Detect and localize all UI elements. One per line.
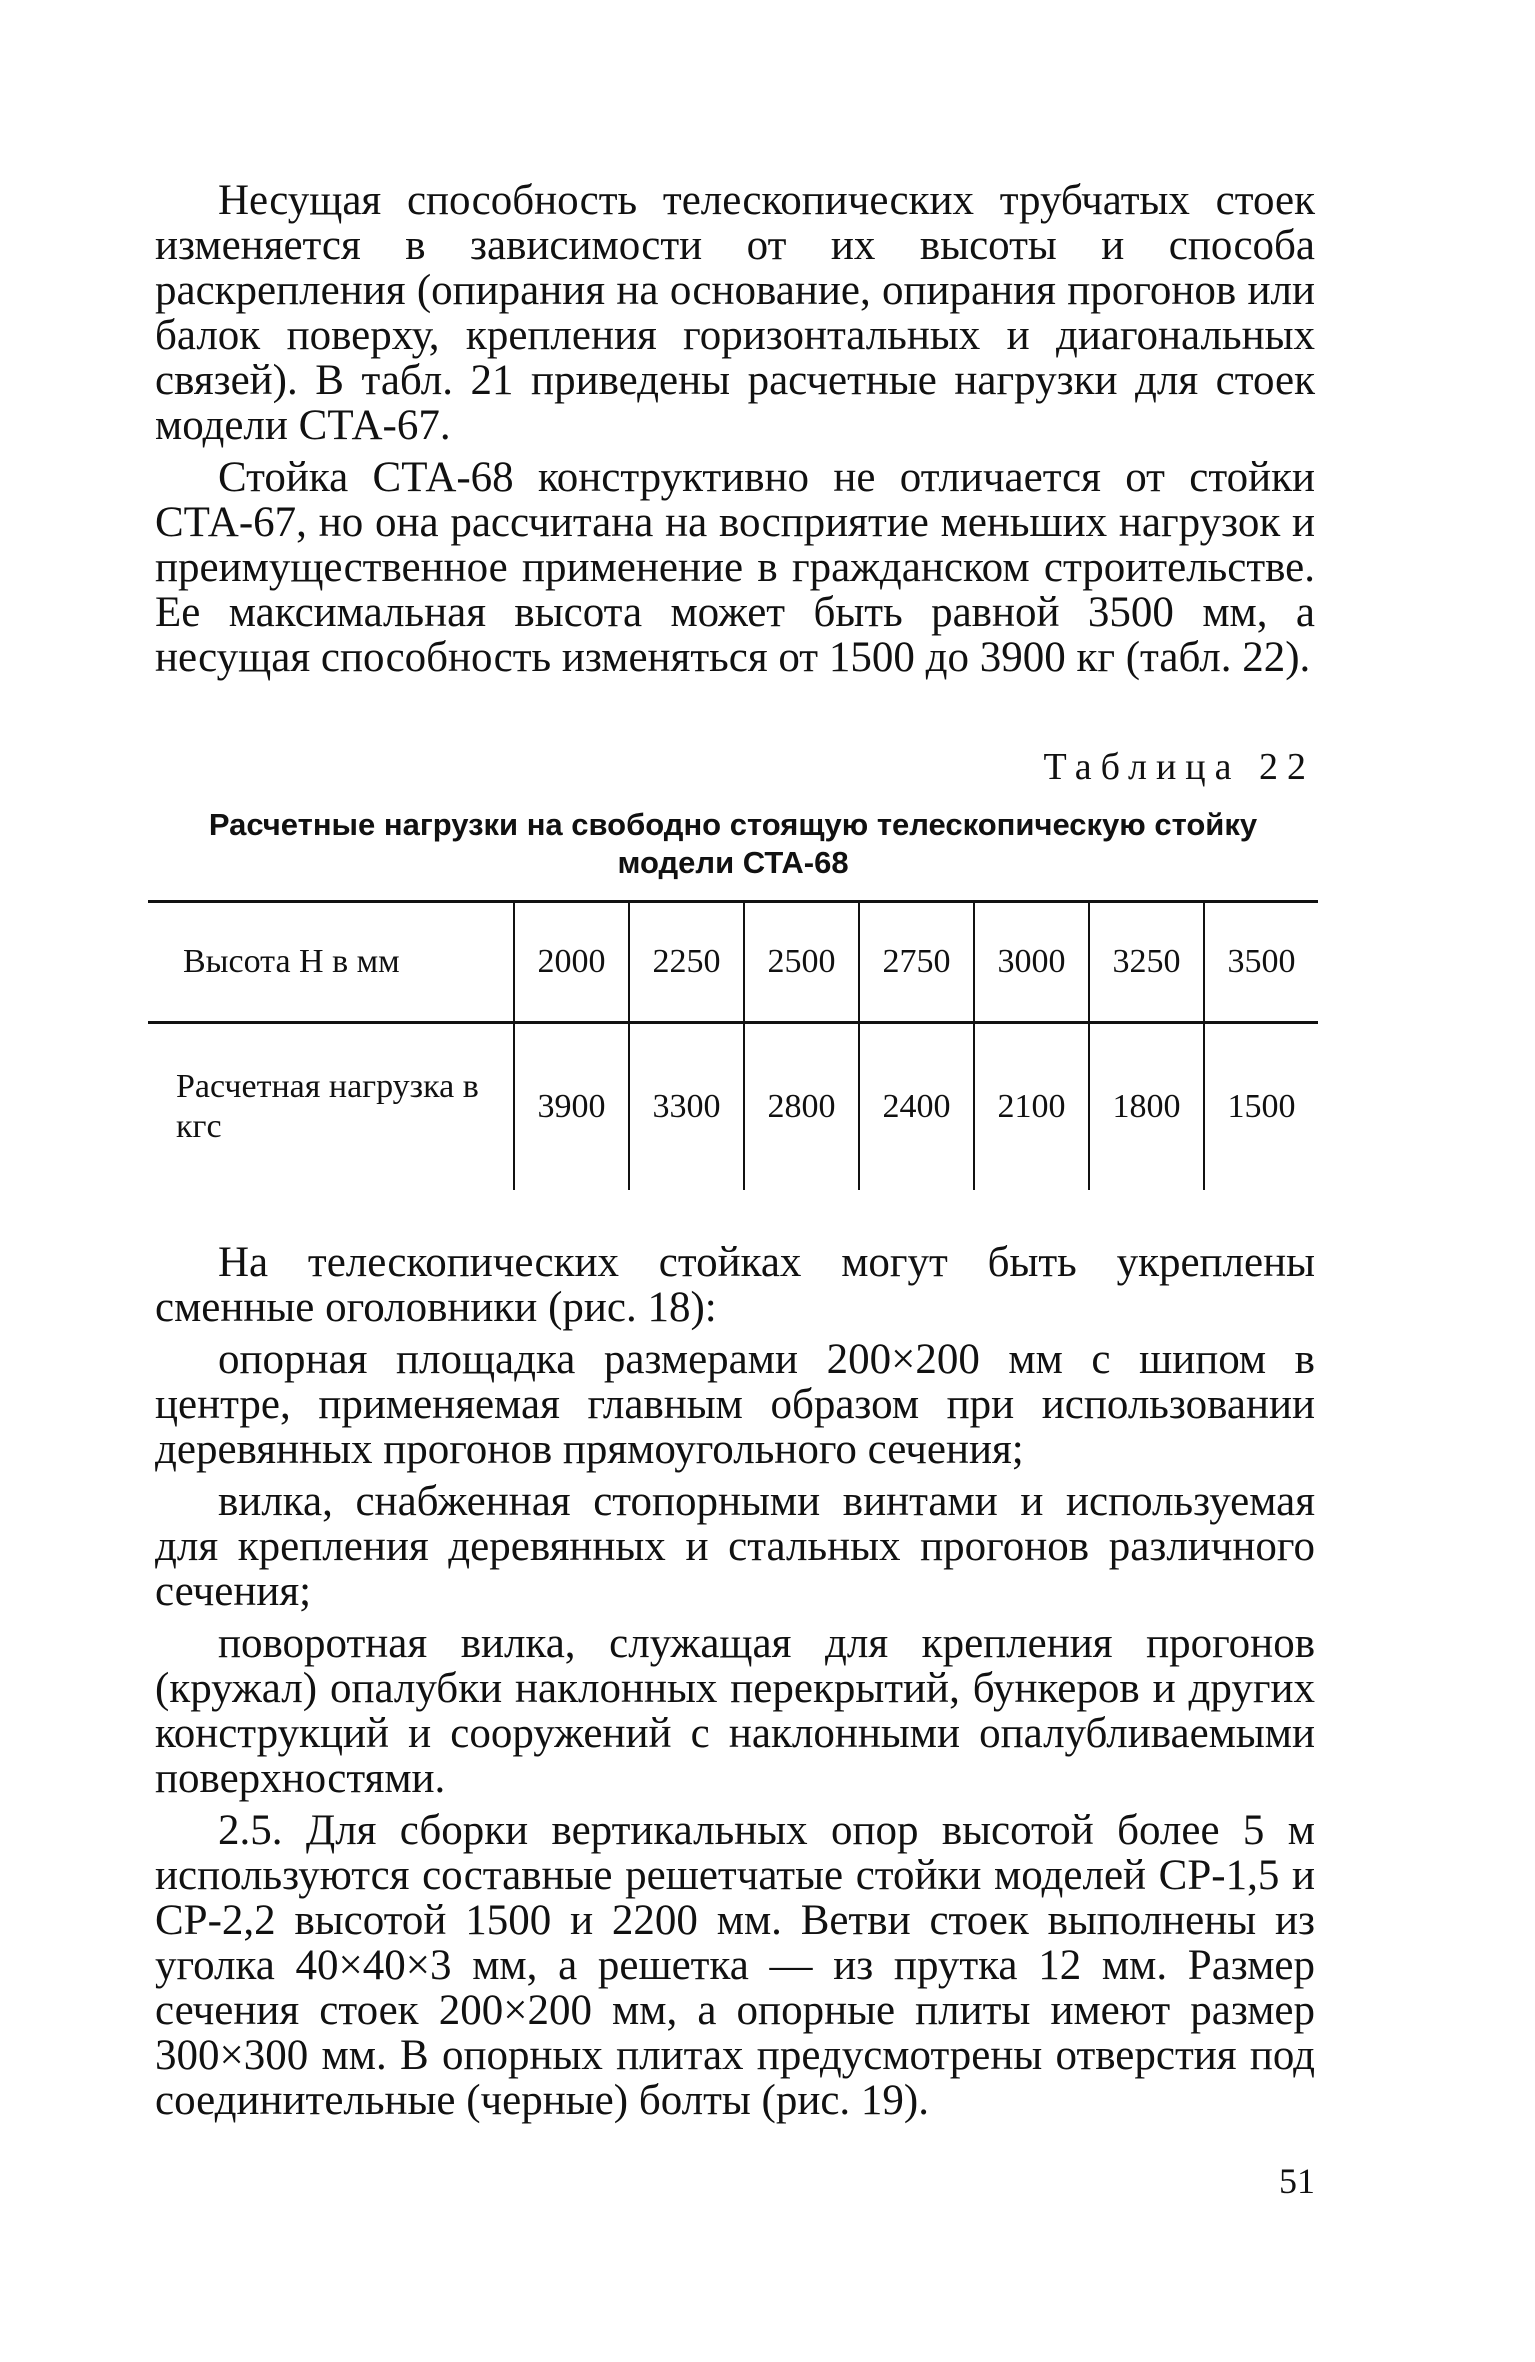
table-cell: 3900 <box>514 1023 629 1191</box>
list-item-support-plate: опорная площадка размерами 200×200 мм с шипом в центре, применяемая главным образом при использовании деревянных прогонов прямоугольного сечения; <box>155 1336 1315 1473</box>
paragraph-headpieces: На телескопических стойках могут быть укреплены сменные оголовники (рис. 18): <box>155 1239 1315 1331</box>
list-item-swivel-fork: поворотная вилка, служащая для крепления прогонов (кружал) опалубки наклонных перекрытий, бункеров и других конструкций и сооружений с наклонными опалубливаемыми поверхностями. <box>155 1620 1315 1802</box>
paragraph-sta-68: Стойка СТА-68 конструктивно не отличается от стойки СТА-67, но она рассчитана на восприятие меньших нагрузок и преимущественное применение в гражданском строительстве. Ее максимальная высота может быть равной 3500 мм, а несущая способность изменяться от 1500 до 3900 кг (табл. 22). <box>155 454 1315 681</box>
table-cell: 2750 <box>859 902 974 1023</box>
table-cell: 3250 <box>1089 902 1204 1023</box>
row-header-height: Высота H в мм <box>148 902 514 1023</box>
row-header-load: Расчетная нагрузка в кгс <box>176 1068 479 1145</box>
table-cell: 2250 <box>629 902 744 1023</box>
page-number: 51 <box>1279 2161 1315 2201</box>
table-cell: 2500 <box>744 902 859 1023</box>
table-cell: 2100 <box>974 1023 1089 1191</box>
body-text-top <box>155 178 1315 680</box>
table-cell: 2000 <box>514 902 629 1023</box>
table-cell: 3300 <box>629 1023 744 1191</box>
table-label: Таблица 22 <box>1043 746 1315 788</box>
body-text-bottom <box>155 1240 1315 2123</box>
table-cell: 2800 <box>744 1023 859 1191</box>
list-item-fork: вилка, снабженная стопорными винтами и используемая для крепления деревянных и стальных прогонов различного сечения; <box>155 1478 1315 1615</box>
table-cell: 2400 <box>859 1023 974 1191</box>
table-row-height <box>148 902 1318 1023</box>
table-cell: 3000 <box>974 902 1089 1023</box>
paragraph-load-capacity: Несущая способность телескопических трубчатых стоек изменяется в зависимости от их высоты и способа раскрепления (опирания на основание, опирания прогонов или балок поверху, крепления горизонтальных и диагональных связей). В табл. 21 приведены расчетные нагрузки для стоек модели СТА-67. <box>155 177 1315 449</box>
table-row-load <box>148 1023 1318 1191</box>
paragraph-section-2-5: 2.5. Для сборки вертикальных опор высотой более 5 м используются составные решетчатые стойки моделей СР-1,5 и СР-2,2 высотой 1500 и 2200 мм. Ветви стоек выполнены из уголка 40×40×3 мм, а решетка — из прутка 12 мм. Размер сечения стоек 200×200 мм, а опорные плиты имеют размер 300×300 мм. В опорных плитах предусмотрены отверстия под соединительные (черные) болты (рис. 19). <box>155 1807 1315 2124</box>
table-caption: Расчетные нагрузки на свободно стоящую телескопическую стойку модели СТА-68 <box>208 807 1258 880</box>
table-cell: 1800 <box>1089 1023 1204 1191</box>
table-cell: 1500 <box>1204 1023 1318 1191</box>
table-cell: 3500 <box>1204 902 1318 1023</box>
load-table <box>148 900 1318 1190</box>
